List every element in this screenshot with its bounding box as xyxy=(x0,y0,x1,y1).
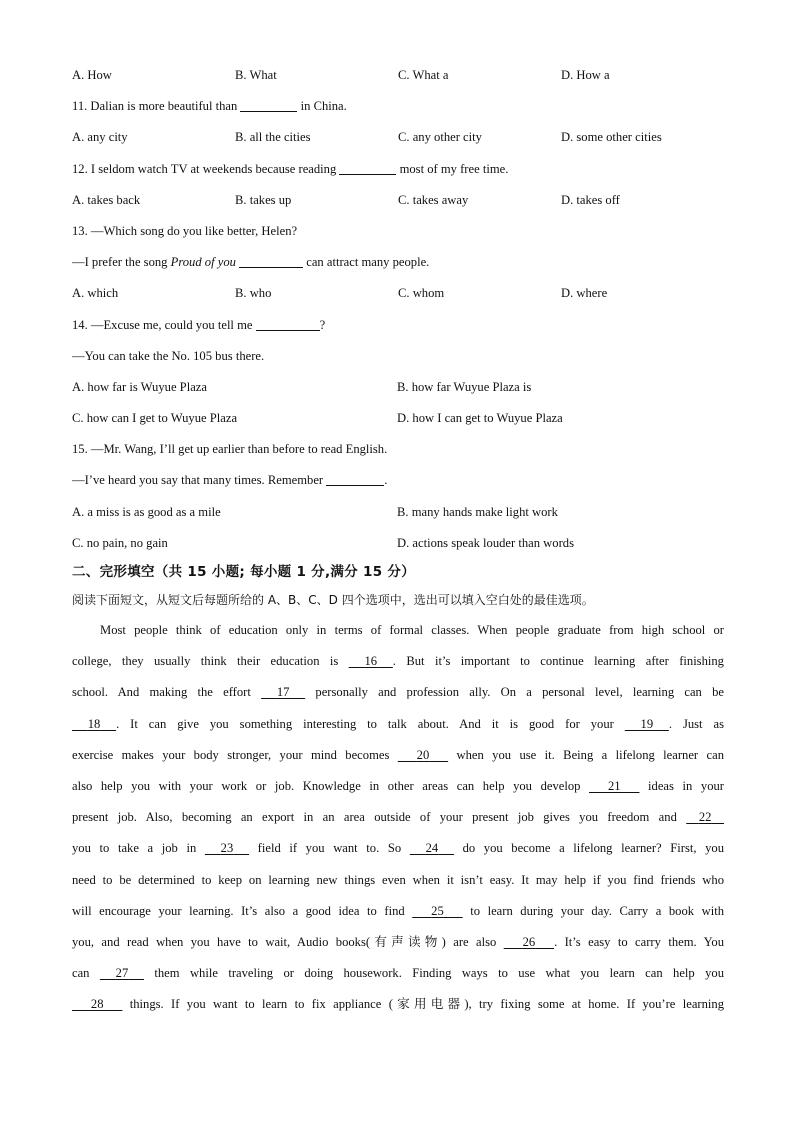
cloze-passage xyxy=(72,615,724,1020)
q14-option-a[interactable]: A. how far is Wuyue Plaza xyxy=(72,379,207,394)
q13-option-b[interactable]: B. who xyxy=(235,286,272,301)
q13-option-a[interactable]: A. which xyxy=(72,286,119,301)
blank-20[interactable]: 20 xyxy=(416,747,430,762)
q13-option-c[interactable]: C. whom xyxy=(398,286,445,301)
q13-option-d[interactable]: D. where xyxy=(561,286,608,301)
q13-options xyxy=(72,278,724,309)
q12-option-a[interactable]: A. takes back xyxy=(72,192,141,207)
q15-option-b[interactable]: B. many hands make light work xyxy=(397,504,558,519)
blank-24[interactable]: 24 xyxy=(425,841,439,856)
q14-option-c[interactable]: C. how can I get to Wuyue Plaza xyxy=(72,411,238,426)
passage-line: you, and read when you have to wait, Audio books(有声读物) are also 26 . It’s easy to carry them. You xyxy=(72,927,724,958)
q14-line2: —You can take the No. 105 bus there. xyxy=(72,348,265,363)
q13-line1: 13. —Which song do you like better, Helen? xyxy=(72,223,298,238)
q10-option-c[interactable]: C. What a xyxy=(398,68,449,82)
q12-blank xyxy=(339,161,396,175)
passage-line: school. And making the effort 17 personally and profession ally. On a personal level, learning can be xyxy=(72,677,724,708)
q10-option-a[interactable]: A. How xyxy=(72,68,112,82)
q14-options-row1 xyxy=(72,372,724,403)
q14-blank xyxy=(256,317,320,331)
passage-line: Most people think of education only in terms of formal classes. When people graduate from high school or xyxy=(100,623,724,637)
q14-line1: 14. —Excuse me, could you tell me ? xyxy=(72,317,326,332)
q11-option-d[interactable]: D. some other cities xyxy=(561,130,662,145)
blank-27[interactable]: 27 xyxy=(115,966,129,981)
passage-line: also help you with your work or job. Knowledge in other areas can help you develop 21 ideas in your xyxy=(72,771,724,802)
q15-options-row2 xyxy=(72,528,724,559)
q13-line2: —I prefer the song Proud of you can attract many people. xyxy=(72,255,430,270)
passage-line: can 27 them while traveling or doing housework. Finding ways to use what you learn can help you xyxy=(72,958,724,989)
section-heading: 二、完形填空（共 15 小题; 每小题 1 分,满分 15 分） xyxy=(72,564,415,580)
q15-option-a[interactable]: A. a miss is as good as a mile xyxy=(72,504,221,519)
exam-page xyxy=(72,60,724,1020)
q15-line2: —I’ve heard you say that many times. Remember . xyxy=(72,473,388,488)
q10-options xyxy=(72,60,724,91)
q15-option-c[interactable]: C. no pain, no gain xyxy=(72,535,168,550)
blank-23[interactable]: 23 xyxy=(220,841,234,856)
q12-stem: 12. I seldom watch TV at weekends because reading most of my free time. xyxy=(72,161,509,176)
blank-26[interactable]: 26 xyxy=(522,934,536,949)
blank-22[interactable]: 22 xyxy=(698,810,712,825)
q11-options xyxy=(72,122,724,153)
passage-line: you to take a job in 23 field if you want to. So 24 do you become a lifelong learner? First, you xyxy=(72,833,724,864)
passage-line: 18 . It can give you something interesting to talk about. And it is good for your 19 . Just as xyxy=(72,709,724,740)
passage-line: present job. Also, becoming an export in an area outside of your present job gives you freedom and 22 xyxy=(72,802,724,833)
q11-blank xyxy=(240,98,297,112)
q15-option-d[interactable]: D. actions speak louder than words xyxy=(397,535,574,550)
q12-options xyxy=(72,185,724,216)
blank-17[interactable]: 17 xyxy=(276,685,290,700)
passage-line: college, they usually think their education is 16 . But it’s important to continue learning after finishing xyxy=(72,646,724,677)
q12-option-b[interactable]: B. takes up xyxy=(235,192,292,207)
q14-option-b[interactable]: B. how far Wuyue Plaza is xyxy=(397,379,532,394)
q11-option-c[interactable]: C. any other city xyxy=(398,130,482,145)
section-instruction: 阅读下面短文，从短文后每题所给的 A、B、C、D 四个选项中，选出可以填入空白处的最佳选项。 xyxy=(72,593,594,607)
passage-line: exercise makes your body stronger, your mind becomes 20 when you use it. Being a lifelong learner can xyxy=(72,740,724,771)
blank-18[interactable]: 18 xyxy=(87,716,101,731)
q11-stem: 11. Dalian is more beautiful than in China. xyxy=(72,99,347,114)
q12-option-c[interactable]: C. takes away xyxy=(398,192,469,207)
blank-19[interactable]: 19 xyxy=(640,716,654,731)
q11-option-b[interactable]: B. all the cities xyxy=(235,130,311,145)
q14-options-row2 xyxy=(72,403,724,434)
blank-28[interactable]: 28 xyxy=(90,997,104,1012)
blank-25[interactable]: 25 xyxy=(431,903,444,918)
q10-option-b[interactable]: B. What xyxy=(235,68,277,82)
passage-line: will encourage your learning. It’s also a good idea to find 25 to learn during your day. Carry a book with xyxy=(72,896,724,927)
q14-option-d[interactable]: D. how I can get to Wuyue Plaza xyxy=(397,411,563,426)
q12-option-d[interactable]: D. takes off xyxy=(561,192,620,207)
q15-line1: 15. —Mr. Wang, I’ll get up earlier than before to read English. xyxy=(72,442,388,457)
q10-option-d[interactable]: D. How a xyxy=(561,68,610,82)
blank-21[interactable]: 21 xyxy=(607,778,621,793)
q15-blank xyxy=(326,472,384,486)
blank-16[interactable]: 16 xyxy=(364,654,378,669)
song-title: Proud of you xyxy=(170,255,236,270)
q13-blank xyxy=(239,254,303,268)
passage-line: need to be determined to keep on learning new things even when it isn’t easy. It may help if you find friends who xyxy=(72,872,724,887)
q11-option-a[interactable]: A. any city xyxy=(72,130,128,145)
passage-line: 28 things. If you want to learn to fix appliance (家用电器), try fixing some at home. If you’re learning xyxy=(72,989,724,1020)
q15-options-row1 xyxy=(72,497,724,528)
